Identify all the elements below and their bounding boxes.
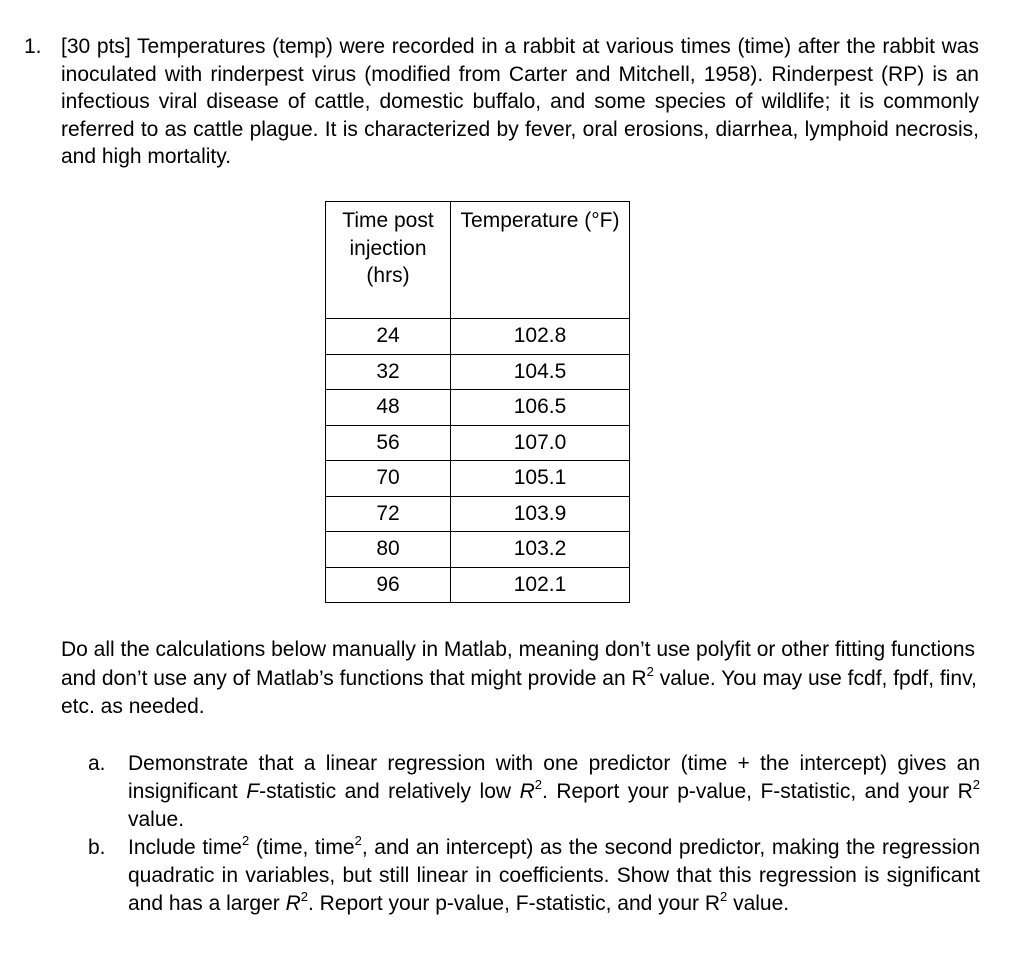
cell-temperature: 102.8 <box>451 319 630 355</box>
cell-time: 72 <box>326 496 451 532</box>
table-row <box>326 354 630 390</box>
header-temperature: Temperature (°F) <box>451 202 630 319</box>
cell-temperature: 103.2 <box>451 532 630 568</box>
text-span: Include time <box>128 836 242 859</box>
superscript: 2 <box>720 889 728 904</box>
italic-f: F <box>246 780 260 803</box>
part-a <box>88 750 980 834</box>
instructions-paragraph <box>61 636 979 722</box>
cell-temperature: 106.5 <box>451 390 630 426</box>
instructions-text: Do all the calculations below manually in Matlab, meaning don’t use polyfit or other fitting functions and don’t use any of Matlab’s functions that might provide an R <box>61 638 976 690</box>
superscript: 2 <box>300 889 309 904</box>
part-b <box>88 834 980 918</box>
cell-temperature: 105.1 <box>451 461 630 497</box>
table-row <box>326 319 630 355</box>
text-span: . Report your p-value, F-statistic, and your R <box>308 892 721 915</box>
superscript: 2 <box>972 777 980 792</box>
superscript: 2 <box>354 833 362 848</box>
part-text <box>128 834 980 918</box>
cell-time: 24 <box>326 319 451 355</box>
cell-time: 96 <box>326 567 451 603</box>
cell-time: 80 <box>326 532 451 568</box>
question-number: 1. <box>24 35 42 58</box>
data-table <box>325 201 630 603</box>
table-row <box>326 532 630 568</box>
instructions-text-end: value. You may use fcdf, fpdf, finv, etc. as needed. <box>61 666 977 718</box>
cell-time: 70 <box>326 461 451 497</box>
table-row <box>326 425 630 461</box>
text-span: -statistic and relatively low <box>259 780 520 803</box>
cell-time: 32 <box>326 354 451 390</box>
question-intro: [30 pts] Temperatures (temp) were recorded in a rabbit at various times (time) after the rabbit was inoculated with rinderpest virus (modified from Carter and Mitchell, 1958). Rinderpest (RP) is an infectious viral disease of cattle, domestic buffalo, and some species of wildlife; it is commonly referred to as cattle plague. It is characterized by fever, oral erosions, diarrhea, lymphoid necrosis, and high mortality. <box>61 35 979 168</box>
table-row <box>326 461 630 497</box>
italic-r: R <box>519 780 535 803</box>
text-span: , and an intercept) as the second predictor, making the regression quadratic in variables, but still linear in coefficients. Show that this regression is significant and has a larger <box>128 836 980 915</box>
text-span: (time, time <box>249 836 355 859</box>
text-span: value. <box>128 808 185 831</box>
cell-temperature: 102.1 <box>451 567 630 603</box>
cell-temperature: 104.5 <box>451 354 630 390</box>
table-row <box>326 390 630 426</box>
part-text <box>128 750 980 834</box>
table-row <box>326 567 630 603</box>
superscript: 2 <box>534 777 542 792</box>
text-span: . Report your p-value, F-statistic, and your R <box>541 780 973 803</box>
cell-temperature: 103.9 <box>451 496 630 532</box>
table-row <box>326 496 630 532</box>
sub-questions <box>88 750 980 918</box>
table-header-row <box>326 202 630 319</box>
text-span: Demonstrate that a linear regression with one predictor (time + the intercept) gives an insignificant <box>128 752 980 803</box>
header-time: Time post injection (hrs) <box>326 202 451 319</box>
italic-r: R <box>285 892 301 915</box>
cell-time: 56 <box>326 425 451 461</box>
cell-temperature: 107.0 <box>451 425 630 461</box>
superscript: 2 <box>646 663 654 679</box>
part-label: a. <box>88 752 106 775</box>
cell-time: 48 <box>326 390 451 426</box>
superscript: 2 <box>242 833 250 848</box>
part-label: b. <box>88 836 106 859</box>
text-span: value. <box>727 892 790 915</box>
